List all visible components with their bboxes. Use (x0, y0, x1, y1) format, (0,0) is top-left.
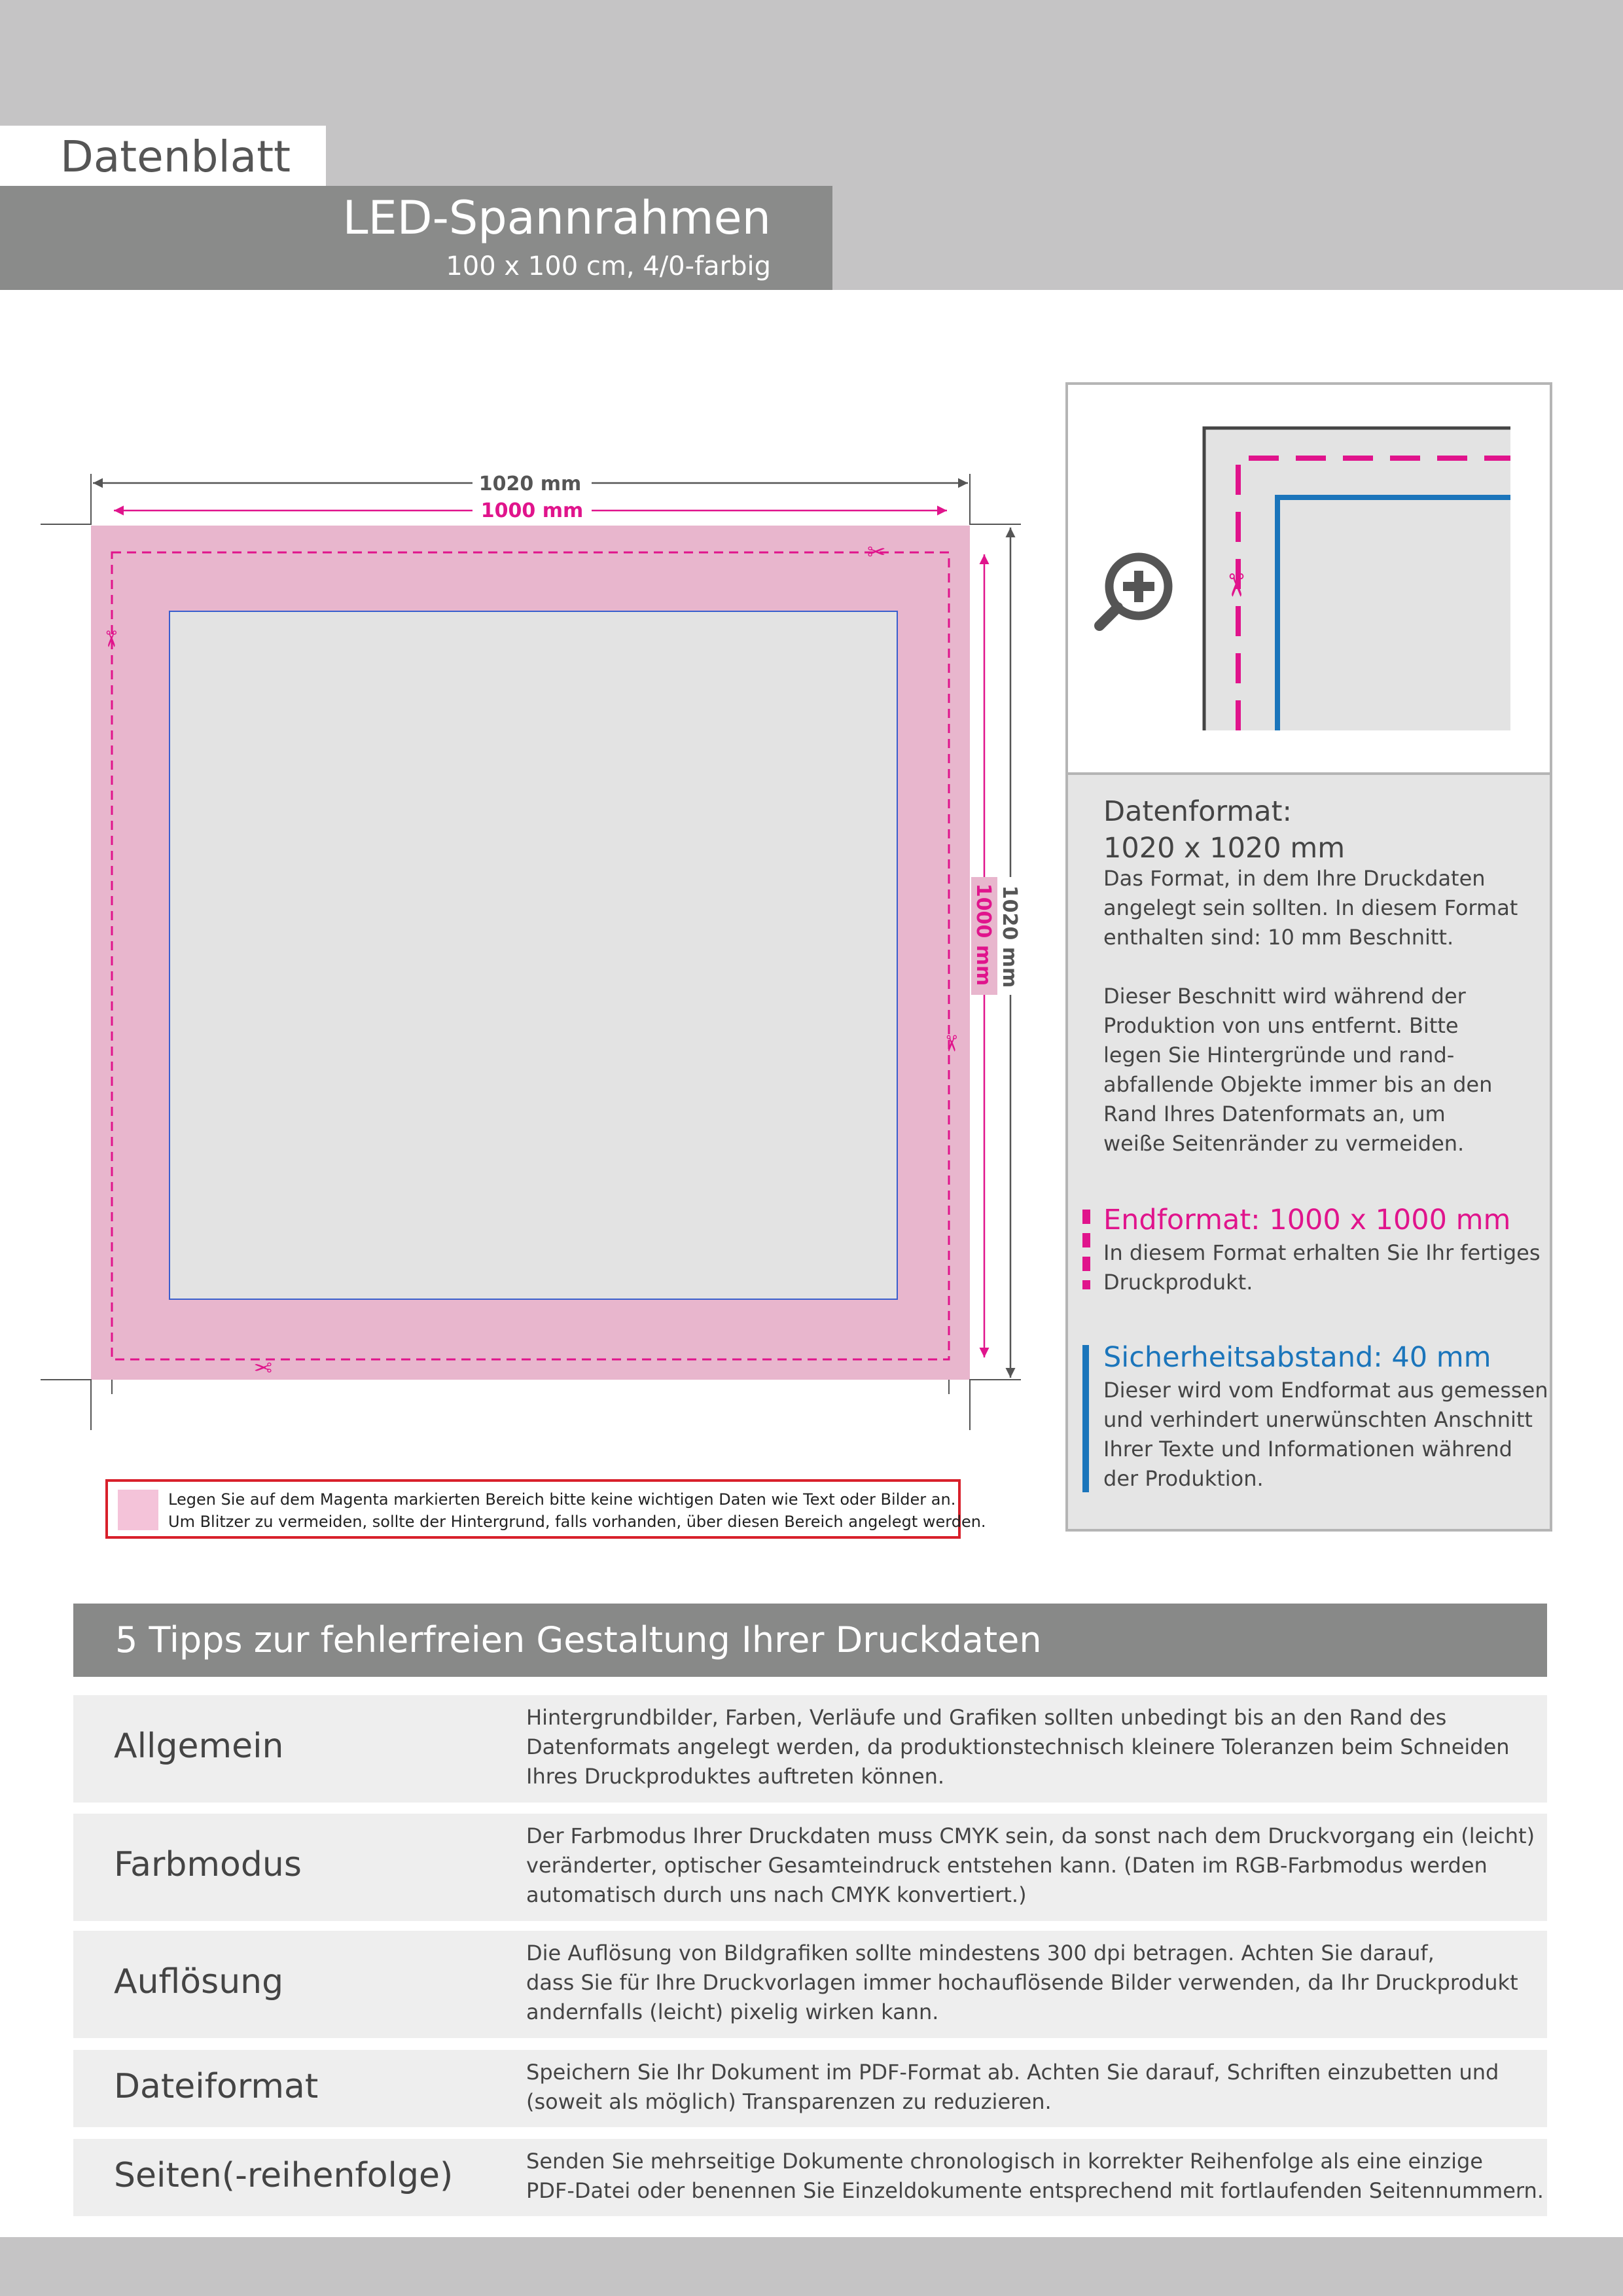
tip-label: Seiten(-reihenfolge) (114, 2156, 454, 2195)
bleed-color-swatch (118, 1490, 158, 1530)
tips-header (73, 1604, 1547, 1677)
info-panel (1065, 775, 1552, 1532)
safety-heading: Sicherheitsabstand: 40 mm (1103, 1341, 1491, 1374)
zoom-detail-panel (1065, 382, 1552, 775)
tip-label: Farbmodus (114, 1845, 302, 1884)
zoom-in-icon (1099, 557, 1168, 626)
datenformat-heading: Datenformat: (1103, 795, 1292, 828)
footer-band (0, 2237, 1623, 2296)
format-diagram (0, 367, 1060, 1453)
endformat-heading: Endformat: 1000 x 1000 mm (1103, 1204, 1511, 1236)
datenformat-value: 1020 x 1020 mm (1103, 832, 1346, 865)
scissors-icon: ✂ (938, 1034, 964, 1053)
safe-area (169, 611, 897, 1299)
tip-text: Hintergrundbilder, Farben, Verläufe und Grafiken sollten unbedingt bis an den Rand des Datenformats angelegt werden, da produktionstechnisch kleinere Toleranzen beim Schneiden Ihres Druckproduktes auftreten können. (526, 1705, 1510, 1789)
legend-line-1: Legen Sie auf dem Magenta markierten Bereich bitte keine wichtigen Daten wie Text oder Bilder an. (168, 1490, 956, 1509)
tip-text: Der Farbmodus Ihrer Druckdaten muss CMYK sein, da sonst nach dem Druckvorgang ein (leicht) veränderter, optischer Gesamteindruck entstehen kann. (Daten im RGB-Farbmodus werden automatisch durch uns nach CMYK konvertiert.) (526, 1823, 1535, 1907)
page-title: LED-Spannrahmen (342, 191, 771, 245)
corner-detail (1068, 385, 1550, 775)
outer-height-label: 1020 mm (998, 885, 1021, 988)
document-label: Datenblatt (60, 132, 291, 182)
outer-width-label: 1020 mm (478, 473, 582, 495)
endformat-marker (1082, 1210, 1090, 1289)
tip-text: Die Auflösung von Bildgrafiken sollte mindestens 300 dpi betragen. Achten Sie darauf, dass Sie für Ihre Druckvorlagen immer hochauflösende Bilder verwenden, da Ihr Druckprodukt andernfalls (leicht) pixelig wirken kann. (526, 1941, 1518, 2024)
tip-row (73, 1695, 1547, 1803)
tip-row (73, 2139, 1547, 2216)
safety-description: Dieser wird vom Endformat aus gemessen und verhindert unerwünschten Anschnitt Ihrer Texte und Informationen während der Produktion. (1103, 1378, 1548, 1491)
scissors-icon: ✂ (253, 1354, 272, 1380)
scissors-icon: ✂ (1217, 572, 1254, 599)
tips-title: 5 Tipps zur fehlerfreien Gestaltung Ihrer Druckdaten (115, 1619, 1042, 1660)
datenformat-note: Dieser Beschnitt wird während der Produktion von uns entfernt. Bitte legen Sie Hintergründe und rand- abfallende Objekte immer bis an den Rand Ihres Datenformats an, um weiße Seitenränder zu vermeiden. (1103, 984, 1493, 1156)
scissors-icon: ✂ (98, 630, 124, 649)
trim-width-label: 1000 mm (480, 499, 584, 522)
scissors-icon: ✂ (867, 539, 886, 565)
tip-text: Senden Sie mehrseitige Dokumente chronologisch in korrekter Reihenfolge als eine einzige PDF-Datei oder benennen Sie Einzeldokumente entsprechend mit fortlaufenden Seitennummern. (526, 2149, 1544, 2203)
legend-text (168, 1488, 986, 1533)
tip-label: Dateiformat (114, 2067, 319, 2106)
trim-height-label: 1000 mm (972, 883, 995, 986)
endformat-description: In diesem Format erhalten Sie Ihr fertiges Druckprodukt. (1103, 1240, 1541, 1295)
tip-row (73, 2050, 1547, 2127)
bleed-legend (105, 1479, 986, 1539)
tip-label: Allgemein (114, 1727, 284, 1766)
datenformat-description: Das Format, in dem Ihre Druckdaten angelegt sein sollten. In diesem Format enthalten sind: 10 mm Beschnitt. (1103, 866, 1518, 950)
page-subtitle: 100 x 100 cm, 4/0-farbig (446, 251, 771, 281)
tip-text: Speichern Sie Ihr Dokument im PDF-Format ab. Achten Sie darauf, Schriften einzubetten und (soweit als möglich) Transparenzen zu reduzieren. (526, 2060, 1499, 2114)
legend-line-2: Um Blitzer zu vermeiden, sollte der Hintergrund, falls vorhanden, über diesen Bereich angelegt werden. (168, 1513, 986, 1531)
safety-marker (1082, 1345, 1089, 1492)
tip-row (73, 1931, 1547, 2038)
tip-row (73, 1814, 1547, 1921)
tip-label: Auflösung (114, 1962, 284, 2001)
